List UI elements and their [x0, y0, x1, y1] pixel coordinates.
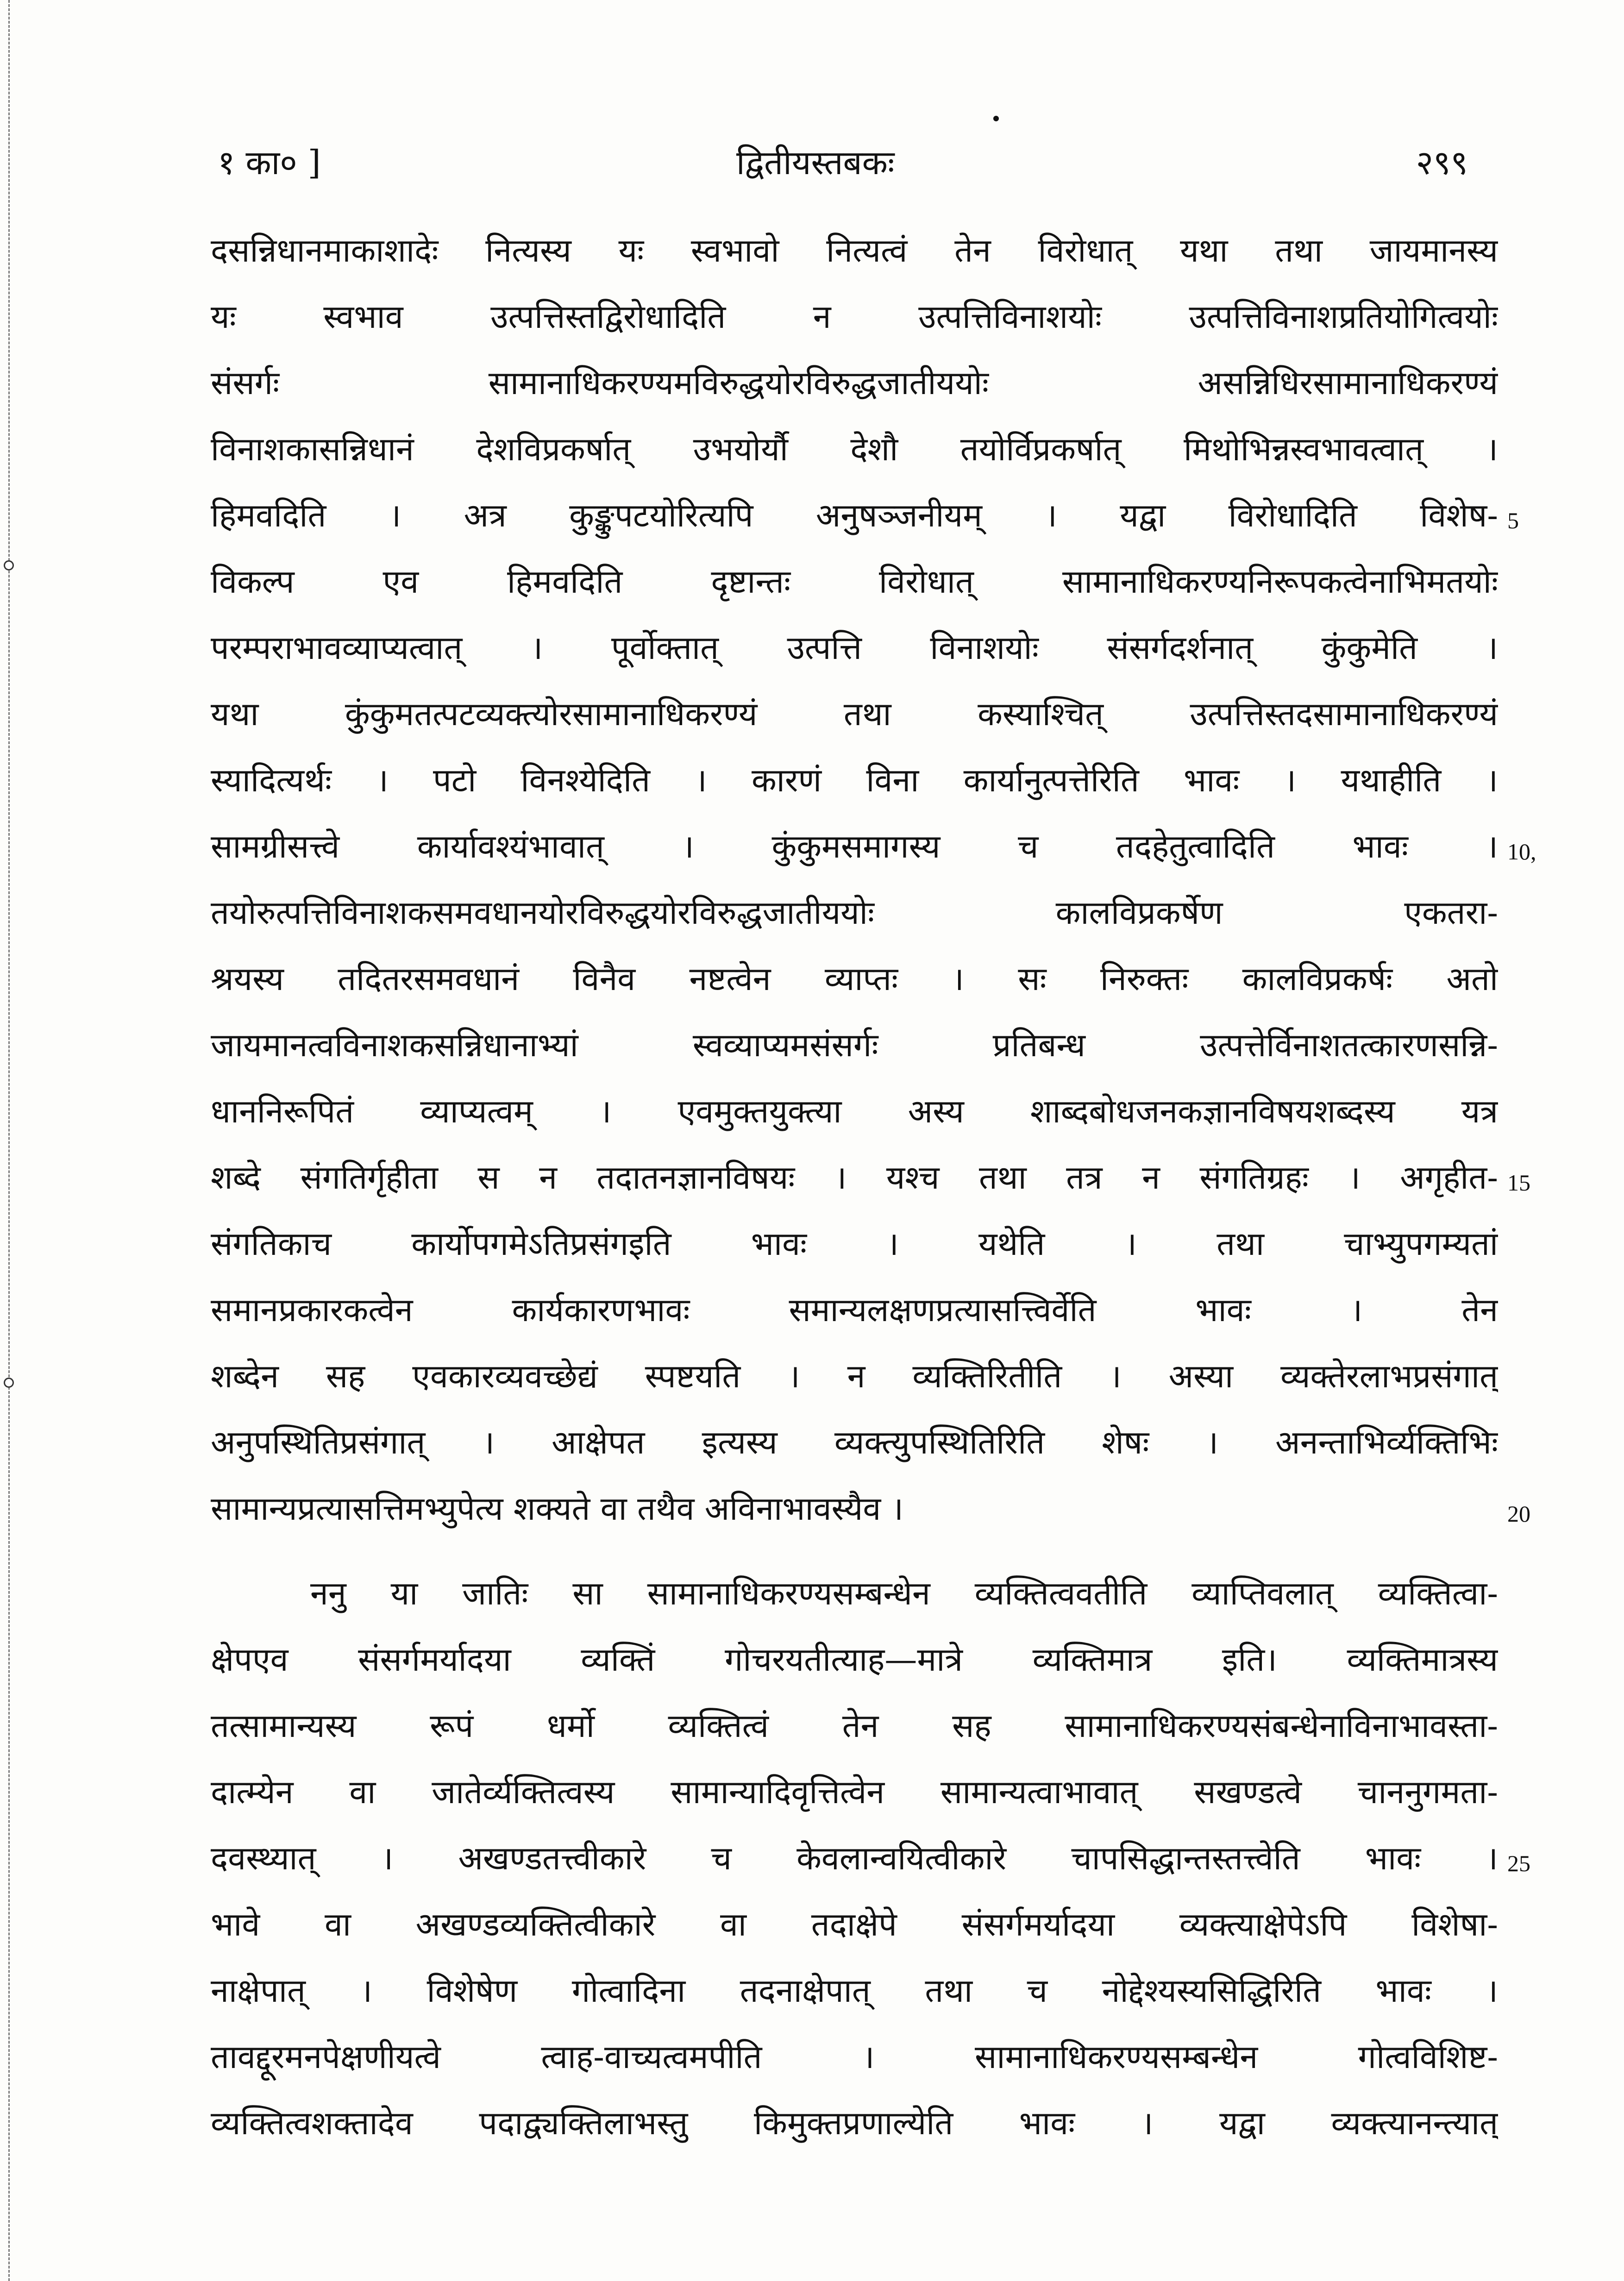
- text-line: शब्दे संगतिर्गृहीता स न तदातनज्ञानविषयः । यश्च तथा तत्र न संगतिग्रहः । अगृहीत-: [211, 1159, 1498, 1197]
- binding-hole-mark: [4, 560, 14, 570]
- text-line: दात्म्येन वा जातेर्व्यक्तित्वस्य सामान्यादिवृत्तित्वेन सामान्यत्वाभावात् सखण्डत्वे चाननुगमता-: [211, 1773, 1498, 1811]
- text-line: स्यादित्यर्थः । पटो विनश्येदिति । कारणं विना कार्यानुत्पत्तेरिति भावः । यथाहीति ।: [211, 761, 1498, 799]
- text-line: नाक्षेपात् । विशेषेण गोत्वादिना तदनाक्षेपात् तथा च नोद्देश्यस्यसिद्धिरिति भावः ।: [211, 1972, 1498, 2010]
- header-section-marker: १ का० ]: [218, 143, 321, 182]
- text-line: दसन्निधानमाकाशादेः नित्यस्य यः स्वभावो नित्यत्वं तेन विरोधात् यथा तथा जायमानस्य: [211, 232, 1498, 269]
- line-number: 10,: [1507, 839, 1536, 865]
- line-number: 25: [1507, 1850, 1530, 1876]
- text-line: समानप्रकारकत्वेन कार्यकारणभावः समान्यलक्षणप्रत्यासत्त्विर्वेति भावः । तेन: [211, 1291, 1498, 1329]
- commentary-text: [211, 218, 1498, 2156]
- text-line: तावद्दूरमनपेक्षणीयत्वे त्वाह-वाच्यत्वमपीति । सामानाधिकरण्यसम्बन्धेन गोत्वविशिष्ट-: [211, 2038, 1498, 2076]
- text-line: सामग्रीसत्त्वे कार्यावश्यंभावात् । कुंकुमसमागस्य च तदहेतुत्वादिति भावः ।: [211, 827, 1498, 865]
- running-header: [218, 139, 1468, 190]
- text-line: संसर्गः सामानाधिकरण्यमविरुद्धयोरविरुद्धजातीययोः असन्निधिरसामानाधिकरण्यं: [211, 364, 1498, 402]
- line-number: 15: [1507, 1170, 1530, 1196]
- text-line: यः स्वभाव उत्पत्तिस्तद्विरोधादिति न उत्पत्तिविनाशयोः उत्पत्तिविनाशप्रतियोगित्वयोः: [211, 298, 1498, 336]
- text-line: श्रयस्य तदितरसमवधानं विनैव नष्टत्वेन व्याप्तः । सः निरुक्तः कालविप्रकर्षः अतो: [211, 960, 1498, 998]
- line-number: 20: [1507, 1501, 1530, 1527]
- text-line: ननु या जातिः सा सामानाधिकरण्यसम्बन्धेन व्यक्तित्ववतीति व्याप्तिवलात् व्यक्तित्वा-: [310, 1574, 1498, 1612]
- text-line: यथा कुंकुमतत्पटव्यक्त्योरसामानाधिकरण्यं तथा कस्याश्चित् उत्पत्तिस्तदसामानाधिकरण्यं: [211, 695, 1498, 733]
- text-line: धाननिरूपितं व्याप्यत्वम् । एवमुक्तयुक्त्या अस्य शाब्दबोधजनकज्ञानविषयशब्दस्य यत्र: [211, 1092, 1498, 1130]
- text-line: अनुपस्थितिप्रसंगात् । आक्षेपत इत्यस्य व्यक्त्युपस्थितिरिति शेषः । अनन्ताभिर्व्यक्तिभिः: [211, 1423, 1498, 1461]
- text-line: भावे वा अखण्डव्यक्तित्वीकारे वा तदाक्षेपे संसर्गमर्यादया व्यक्त्याक्षेपेऽपि विशेषा-: [211, 1905, 1498, 1943]
- text-line: तयोरुत्पत्तिविनाशकसमवधानयोरविरुद्धयोरविरुद्धजातीययोः कालविप्रकर्षेण एकतरा-: [211, 894, 1498, 932]
- text-line: सामान्यप्रत्यासत्तिमभ्युपेत्य शक्यते वा तथैव अविनाभावस्यैव ।: [211, 1490, 904, 1528]
- text-line: विनाशकासन्निधानं देशविप्रकर्षात् उभयोर्यौ देशौ तयोर्विप्रकर्षात् मिथोभिन्नस्वभावत्वात् ।: [211, 430, 1498, 468]
- header-chapter-title: द्वितीयस्तबकः: [736, 143, 895, 182]
- text-line: संगतिकाच कार्योपगमेऽतिप्रसंगइति भावः । यथेति । तथा चाभ्युपगम्यतां: [211, 1225, 1498, 1263]
- text-line: क्षेपएव संसर्गमर्यादया व्यक्तिं गोचरयतीत्याह—मात्रे व्यक्तिमात्र इति। व्यक्तिमात्रस्य: [211, 1641, 1498, 1679]
- ink-dot: [993, 116, 999, 121]
- text-line: दवस्थ्यात् । अखण्डतत्त्वीकारे च केवलान्वयित्वीकारे चापसिद्धान्तस्तत्त्वेति भावः ।: [211, 1839, 1498, 1877]
- page-number: २९९: [1416, 143, 1468, 182]
- text-line: हिमवदिति । अत्र कुङ्कुपटयोरित्यपि अनुषञ्जनीयम् । यद्वा विरोधादिति विशेष-: [211, 496, 1498, 534]
- text-line: विकल्प एव हिमवदिति दृष्टान्तः विरोधात् सामानाधिकरण्यनिरूपकत्वेनाभिमतयोः: [211, 563, 1498, 601]
- line-number: 5: [1507, 508, 1519, 533]
- text-line: जायमानत्वविनाशकसन्निधानाभ्यां स्वव्याप्यमसंसर्गः प्रतिबन्ध उत्पत्तेर्विनाशतत्कारणसन्नि-: [211, 1026, 1498, 1064]
- paragraph-gap: [211, 1542, 1498, 1560]
- text-line: परम्पराभावव्याप्यत्वात् । पूर्वोक्तात् उत्पत्ति विनाशयोः संसर्गदर्शनात् कुंकुमेति ।: [211, 629, 1498, 667]
- text-line: व्यक्तित्वशक्तादेव पदाद्व्यक्तिलाभस्तु किमुक्तप्रणाल्येति भावः । यद्वा व्यक्त्यानन्त्यात्: [211, 2104, 1498, 2142]
- binding-edge: [8, 0, 13, 2281]
- text-line: शब्देन सह एवकारव्यवच्छेद्यं स्पष्टयति । न व्यक्तिरितीति । अस्या व्यक्तेरलाभप्रसंगात्: [211, 1357, 1498, 1395]
- text-line: तत्सामान्यस्य रूपं धर्मो व्यक्तित्वं तेन सह सामानाधिकरण्यसंबन्धेनाविनाभावस्ता-: [211, 1707, 1498, 1745]
- binding-hole-mark: [4, 1378, 14, 1388]
